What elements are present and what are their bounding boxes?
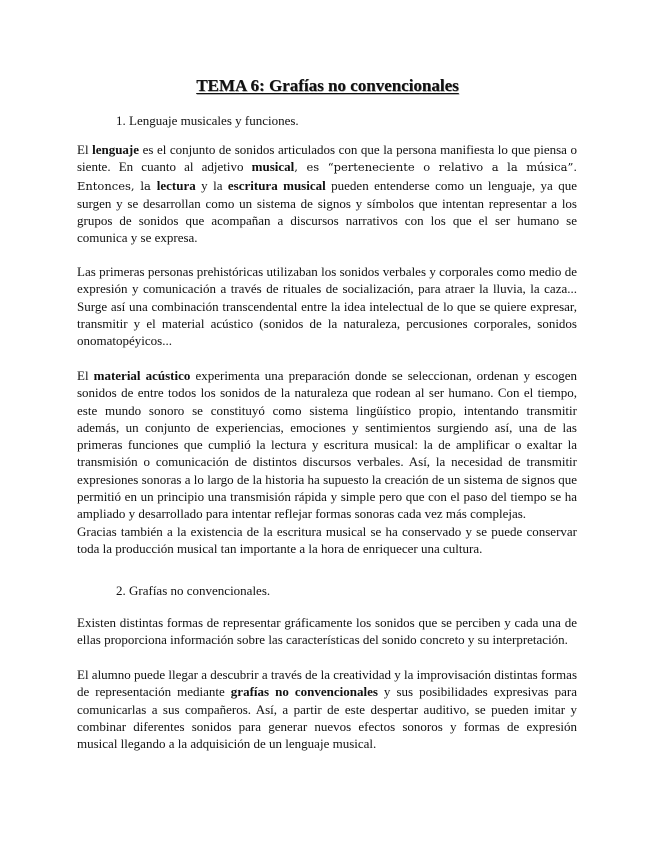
term-escritura-musical: escritura musical bbox=[227, 177, 326, 193]
section-heading-1: 1. Lenguaje musicales y funciones. bbox=[116, 113, 299, 128]
term-material-acustico: material acústico bbox=[93, 368, 191, 383]
paragraph-lenguaje bbox=[77, 141, 577, 247]
p1-text-5: pueden entenderse como un lenguaje, ya que surgen y se desarrollan como un sistema de signos y símbolos que intentan representar a los grupos de sonidos que acompañan a discursos narrativos con los que el ser humano se comunica y se expresa. bbox=[77, 177, 578, 246]
term-lenguaje: lenguaje bbox=[92, 142, 140, 157]
term-musical: musical bbox=[251, 159, 295, 175]
section-heading-2: 2. Grafías no convencionales. bbox=[116, 583, 271, 598]
paragraph-prehistoria: Las primeras personas prehistóricas utilizaban los sonidos verbales y corporales como medio de expresión y comunicación a través de rituales de socialización, para atraer la lluvia, la caza... Surge así una combinación transcendental entre la idea intelectual de lo que se quiere expresar, transmitir y el material acústico (sonidos de la naturaleza, percusiones corporales, sonidos onomatopéyicos... bbox=[77, 264, 577, 349]
p3-text-3: Gracias también a la existencia de la escritura musical se ha conservado y se puede conservar toda la producción musical tan importante a la hora de enriquecer una cultura. bbox=[77, 523, 577, 556]
p5-text-1: El alumno puede llegar a descubrir a través de la creatividad y la improvisación distintas formas de representación mediante bbox=[77, 667, 577, 700]
paragraph-alumno bbox=[77, 666, 577, 752]
p1-text-1: El bbox=[77, 142, 93, 157]
term-lectura: lectura bbox=[156, 177, 196, 193]
p3-text-1: El bbox=[77, 368, 94, 383]
paragraph-material-acustico bbox=[77, 367, 577, 557]
p1-text-4: y la bbox=[195, 177, 228, 193]
document-title: TEMA 6: Grafías no convencionales bbox=[196, 76, 459, 95]
p3-text-2: experimenta una preparación donde se seleccionan, ordenan y escogen sonidos de entre todos los sonidos de la naturaleza que rodean al ser humano. Con el tiempo, este mundo sonoro se constituyó como sistema lingüístico propio, intentando transmitir además, un conjunto de experiencias, emociones y sentimientos surgiendo así, una de las primeras funciones que cumplió la lectura y escritura musical: la de amplificar o exaltar la transmisión o comunicación de distintos discursos verbales. Así, la necesidad de transmitir expresiones sonoras a lo largo de la historia ha supuesto la creación de un sistema de signos que permitió en un principio una transmisión rápida y simple pero que con el paso del tiempo se ha ampliado y desarrollado para intentar reflejar formas sonoras cada vez más complejas. bbox=[77, 368, 577, 522]
paragraph-formas: Existen distintas formas de representar gráficamente los sonidos que se perciben y cada una de ellas proporciona información sobre las características del sonido concreto y su interpretación. bbox=[77, 615, 577, 648]
term-grafias-no-convencionales: grafías no convencionales bbox=[230, 684, 378, 700]
p5-text-2: y sus posibilidades expresivas para comunicarlas a sus compañeros. Así, a partir de este despertar auditivo, se pueden imitar y combinar diferentes sonidos para generar nuevos efectos sonoros y formas de expresión musical llegando a la adquisición de un lenguaje musical. bbox=[77, 684, 577, 752]
p1-text-2: es el conjunto de sonidos articulados con que la persona manifiesta lo que piensa o siente. En cuanto al adjetivo bbox=[77, 142, 577, 175]
p1-text-3: , es “perteneciente o relativo a la música”. Entonces, la bbox=[77, 160, 577, 193]
